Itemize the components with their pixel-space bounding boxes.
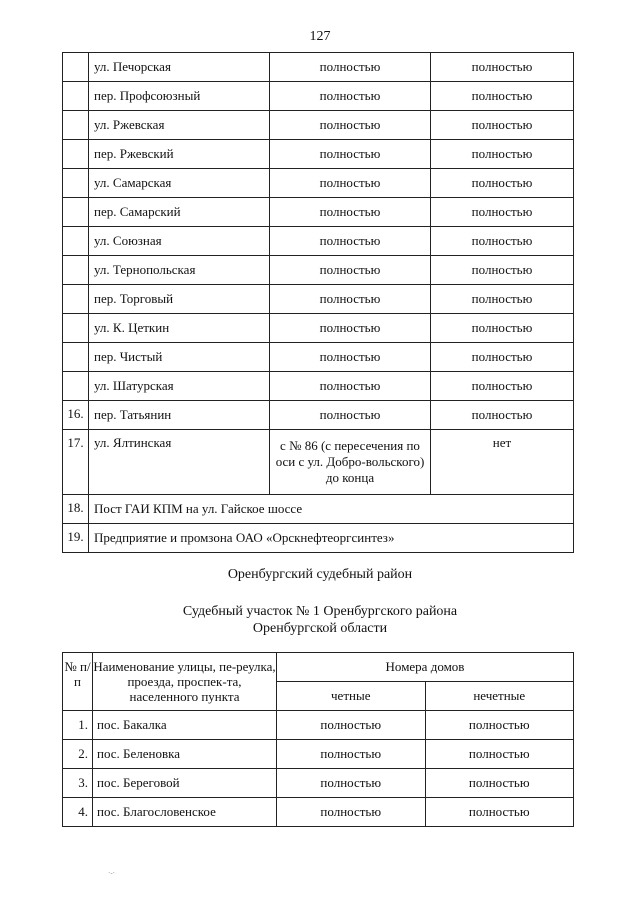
odd-houses: полностью [431, 198, 574, 227]
header-even: четные [277, 682, 426, 711]
table-row [63, 314, 574, 343]
odd-houses: полностью [431, 372, 574, 401]
even-houses: полностью [270, 314, 431, 343]
header-row [63, 653, 574, 682]
even-houses: полностью [277, 769, 426, 798]
odd-houses: полностью [431, 82, 574, 111]
odd-houses: полностью [431, 343, 574, 372]
even-houses: полностью [270, 111, 431, 140]
row-number [63, 82, 89, 111]
even-houses: полностью [270, 82, 431, 111]
table-row [63, 740, 574, 769]
street-name: ул. К. Цеткин [89, 314, 270, 343]
scan-mark: ·-· [108, 869, 115, 877]
even-houses: полностью [270, 53, 431, 82]
locality-name: пос. Береговой [93, 769, 277, 798]
even-houses: полностью [270, 169, 431, 198]
row-number: 1. [63, 711, 93, 740]
even-houses: полностью [277, 740, 426, 769]
precinct-heading-line1: Судебный участок № 1 Оренбургского района [182, 604, 458, 619]
header-house-numbers: Номера домов [277, 653, 574, 682]
row-number: 16. [63, 401, 89, 430]
row-number [63, 343, 89, 372]
row-number: 2. [63, 740, 93, 769]
table-row [63, 430, 574, 495]
even-houses: полностью [277, 711, 426, 740]
odd-houses: полностью [431, 227, 574, 256]
location-name: Предприятие и промзона ОАО «Орскнефтеоргсинтез» [89, 524, 574, 553]
row-number [63, 198, 89, 227]
table-row [63, 524, 574, 553]
even-houses: полностью [270, 343, 431, 372]
row-number: 19. [63, 524, 89, 553]
table-row [63, 82, 574, 111]
table-row [63, 285, 574, 314]
table-row [63, 53, 574, 82]
row-number: 17. [63, 430, 89, 495]
row-number [63, 53, 89, 82]
header-name: Наименование улицы, пе-реулка, проезда, проспек-та, населенного пункта [93, 653, 277, 711]
precinct-heading-line2: Оренбургской области [252, 621, 388, 636]
precinct-streets-table [62, 652, 574, 827]
streets-table-continued [62, 52, 574, 553]
table-row [63, 372, 574, 401]
even-houses: полностью [277, 798, 426, 827]
even-houses: полностью [270, 256, 431, 285]
street-name: пер. Ржевский [89, 140, 270, 169]
street-name: ул. Ялтинская [89, 430, 270, 495]
odd-houses: полностью [431, 314, 574, 343]
street-name: ул. Самарская [89, 169, 270, 198]
odd-houses: полностью [431, 256, 574, 285]
row-number [63, 140, 89, 169]
table-row [63, 256, 574, 285]
street-name: пер. Чистый [89, 343, 270, 372]
odd-houses: полностью [431, 401, 574, 430]
locality-name: пос. Беленовка [93, 740, 277, 769]
odd-houses: нет [431, 430, 574, 495]
even-houses: полностью [270, 227, 431, 256]
locality-name: пос. Благословенское [93, 798, 277, 827]
location-name: Пост ГАИ КПМ на ул. Гайское шоссе [89, 495, 574, 524]
table-row [63, 227, 574, 256]
even-houses: полностью [270, 198, 431, 227]
row-number: 3. [63, 769, 93, 798]
header-odd: нечетные [425, 682, 574, 711]
street-name: пер. Профсоюзный [89, 82, 270, 111]
table-row [63, 495, 574, 524]
street-name: ул. Печорская [89, 53, 270, 82]
district-heading: Оренбургский судебный район [227, 567, 413, 582]
table-row [63, 401, 574, 430]
odd-houses: полностью [431, 53, 574, 82]
precinct-heading [0, 603, 640, 637]
row-number [63, 314, 89, 343]
row-number [63, 227, 89, 256]
odd-houses: полностью [425, 798, 574, 827]
street-name: ул. Тернопольская [89, 256, 270, 285]
row-number: 18. [63, 495, 89, 524]
even-houses: полностью [270, 285, 431, 314]
header-number: № п/п [63, 653, 93, 711]
row-number [63, 111, 89, 140]
row-number: 4. [63, 798, 93, 827]
even-houses: с № 86 (с пересечения по оси с ул. Добро-вольского) до конца [270, 430, 431, 495]
locality-name: пос. Бакалка [93, 711, 277, 740]
table-row [63, 769, 574, 798]
table-row [63, 798, 574, 827]
street-name: пер. Торговый [89, 285, 270, 314]
even-houses: полностью [270, 401, 431, 430]
row-number [63, 256, 89, 285]
odd-houses: полностью [425, 711, 574, 740]
odd-houses: полностью [431, 111, 574, 140]
even-houses: полностью [270, 140, 431, 169]
odd-houses: полностью [425, 740, 574, 769]
row-number [63, 372, 89, 401]
row-number [63, 285, 89, 314]
odd-houses: полностью [431, 285, 574, 314]
odd-houses: полностью [431, 140, 574, 169]
table-row [63, 343, 574, 372]
street-name: ул. Союзная [89, 227, 270, 256]
row-number [63, 169, 89, 198]
table-row [63, 711, 574, 740]
table-row [63, 169, 574, 198]
street-name: ул. Шатурская [89, 372, 270, 401]
street-name: пер. Самарский [89, 198, 270, 227]
table-row [63, 111, 574, 140]
table-row [63, 198, 574, 227]
even-houses: полностью [270, 372, 431, 401]
page-number: 127 [309, 29, 331, 44]
odd-houses: полностью [431, 169, 574, 198]
street-name: пер. Татьянин [89, 401, 270, 430]
table-row [63, 140, 574, 169]
odd-houses: полностью [425, 769, 574, 798]
street-name: ул. Ржевская [89, 111, 270, 140]
